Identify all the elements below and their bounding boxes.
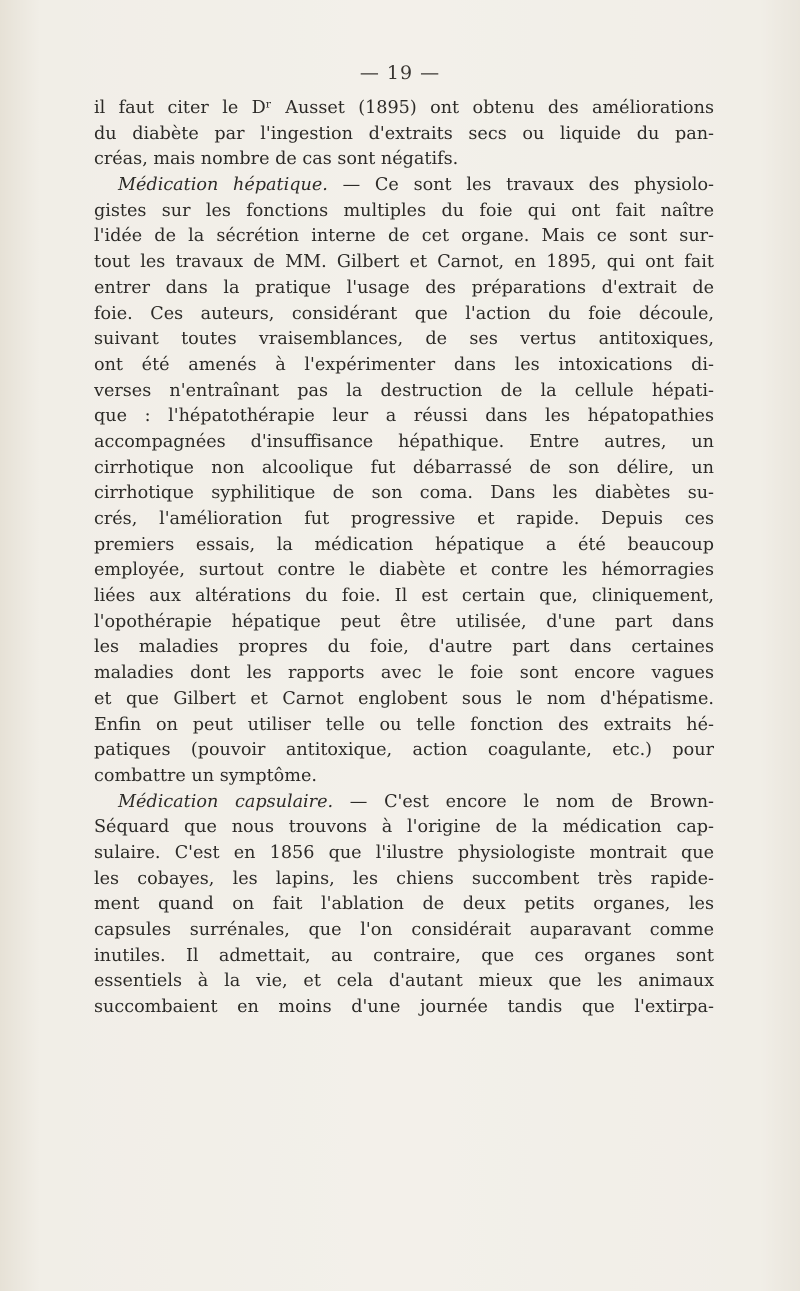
text-line xyxy=(94,867,714,893)
text-line xyxy=(94,507,714,533)
text-line xyxy=(94,276,714,302)
text-segment: employée, surtout contre le diabète et contre les hémorragies xyxy=(94,560,714,581)
text-line xyxy=(94,533,714,559)
text-line xyxy=(94,250,714,276)
text-line xyxy=(94,738,714,764)
text-segment: l'opothérapie hépatique peut être utilisée, d'une part dans xyxy=(94,611,714,632)
text-segment: — Ce sont les travaux des physiolo- xyxy=(327,175,714,196)
text-segment: maladies dont les rapports avec le foie sont encore vagues xyxy=(94,663,714,684)
text-segment: tout les travaux de MM. Gilbert et Carnot, en 1895, qui ont fait xyxy=(94,252,714,273)
text-segment: sulaire. C'est en 1856 que l'ilustre physiologiste montrait que xyxy=(94,842,714,863)
text-segment: les cobayes, les lapins, les chiens succombent très rapide- xyxy=(94,868,714,889)
text-segment: cirrhotique non alcoolique fut débarrassé de son délire, un xyxy=(94,457,714,478)
text-line xyxy=(94,96,714,122)
text-line xyxy=(94,713,714,739)
text-segment: capsules surrénales, que l'on considérait auparavant comme xyxy=(94,920,714,940)
text-segment: Séquard que nous trouvons à l'origine de la médication cap- xyxy=(94,817,714,838)
text-segment: essentiels à la vie, et cela d'autant mieux que les animaux xyxy=(94,971,714,992)
text-segment: liées aux altérations du foie. Il est certain que, cliniquement, xyxy=(94,586,714,607)
text-line xyxy=(94,199,714,225)
text-segment: l'idée de la sécrétion interne de cet organe. Mais ce sont sur- xyxy=(94,226,714,247)
text-segment: du diabète par l'ingestion d'extraits secs ou liquide du pan- xyxy=(94,123,714,144)
text-line xyxy=(94,944,714,970)
text-line xyxy=(94,173,714,199)
text-segment: — C'est encore le nom de Brown- xyxy=(333,791,714,812)
text-line xyxy=(94,892,714,918)
text-segment: accompagnées d'insuffisance hépathique. Entre autres, un xyxy=(94,431,714,452)
text-line xyxy=(94,635,714,661)
text-line xyxy=(94,969,714,995)
text-line xyxy=(94,481,714,507)
text-line xyxy=(94,790,714,816)
text-line xyxy=(94,558,714,584)
text-segment: ont été amenés à l'expérimenter dans les intoxications di- xyxy=(94,354,714,375)
text-line xyxy=(94,456,714,482)
text-line xyxy=(94,353,714,379)
text-line xyxy=(94,327,714,353)
text-line xyxy=(94,995,714,1021)
text-segment: ment quand on fait l'ablation de deux petits organes, les xyxy=(94,894,714,915)
text-segment: Enfin on peut utiliser telle ou telle fonction des extraits hé- xyxy=(94,714,714,735)
text-line xyxy=(94,687,714,713)
text-segment: foie. Ces auteurs, considérant que l'action du foie découle, xyxy=(94,303,714,324)
body-text xyxy=(94,96,714,1021)
text-line xyxy=(94,815,714,841)
text-line xyxy=(94,610,714,636)
text-segment: crés, l'amélioration fut progressive et rapide. Depuis ces xyxy=(94,509,714,529)
text-line xyxy=(94,918,714,944)
section-heading: Médication capsulaire. xyxy=(118,791,334,812)
text-segment: les maladies propres du foie, d'autre part dans certaines xyxy=(94,637,714,658)
text-line xyxy=(94,430,714,456)
text-segment: succombaient en moins d'une journée tandis que l'extirpa- xyxy=(94,997,714,1018)
text-line xyxy=(94,764,714,790)
text-line xyxy=(94,224,714,250)
text-line xyxy=(94,122,714,148)
text-segment: verses n'entraînant pas la destruction de la cellule hépati- xyxy=(94,380,714,401)
text-line xyxy=(94,584,714,610)
text-segment: inutiles. Il admettait, au contraire, que ces organes sont xyxy=(94,945,714,966)
text-segment: il faut citer le Dʳ Ausset (1895) ont obtenu des améliorations xyxy=(94,98,714,118)
text-segment: entrer dans la pratique l'usage des préparations d'extrait de xyxy=(94,277,714,298)
text-segment: premiers essais, la médication hépatique a été beaucoup xyxy=(94,534,714,555)
text-segment: cirrhotique syphilitique de son coma. Dans les diabètes su- xyxy=(94,483,714,504)
section-heading: Médication hépatique. xyxy=(118,175,328,196)
text-line xyxy=(94,404,714,430)
page-number: — 19 — xyxy=(359,62,441,84)
text-segment: et que Gilbert et Carnot englobent sous le nom d'hépatisme. xyxy=(94,688,714,709)
text-line xyxy=(94,841,714,867)
text-segment: combattre un symptôme. xyxy=(94,765,317,786)
text-segment: créas, mais nombre de cas sont négatifs. xyxy=(94,149,459,170)
text-line xyxy=(94,379,714,405)
text-segment: patiques (pouvoir antitoxique, action coagulante, etc.) pour xyxy=(94,740,714,761)
text-line xyxy=(94,147,714,173)
text-segment: suivant toutes vraisemblances, de ses vertus antitoxiques, xyxy=(94,329,714,350)
text-line xyxy=(94,661,714,687)
text-segment: que : l'hépatothérapie leur a réussi dans les hépatopathies xyxy=(94,406,714,427)
text-line xyxy=(94,302,714,328)
text-segment: gistes sur les fonctions multiples du foie qui ont fait naître xyxy=(94,200,714,221)
